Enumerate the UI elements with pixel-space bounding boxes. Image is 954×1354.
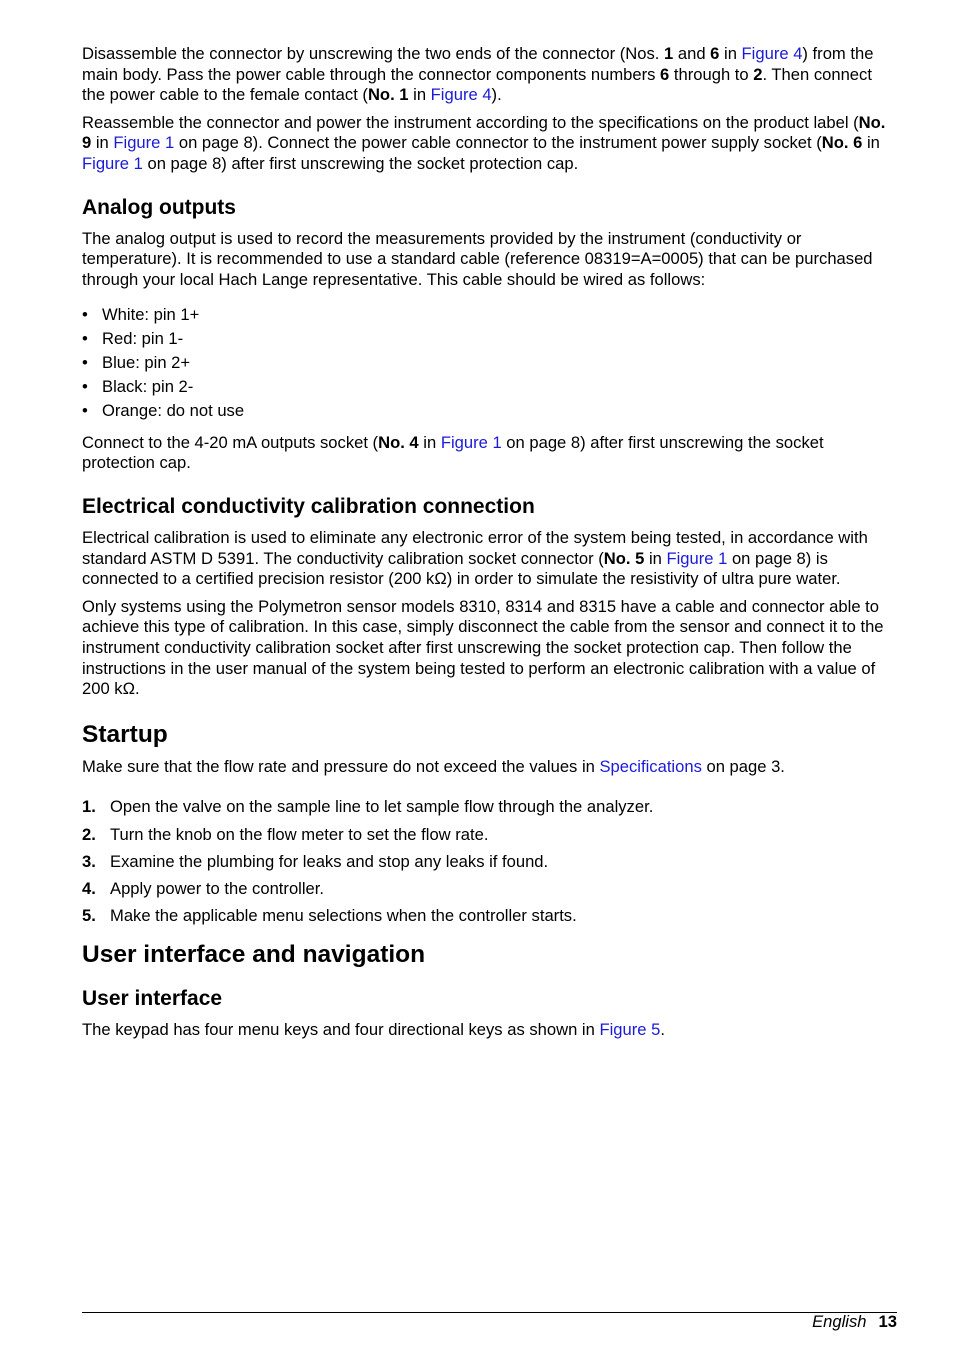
ecc-heading: Electrical conductivity calibration connection [82, 495, 535, 519]
bold-text: No. 1 [367, 85, 409, 105]
footer-rule [82, 1312, 897, 1313]
figure-5-link[interactable]: Figure 5 [599, 1020, 661, 1040]
startup-heading: Startup [82, 720, 168, 748]
wiring-list [82, 305, 897, 422]
step-item [82, 906, 897, 927]
keypad-paragraph [82, 1020, 897, 1041]
bold-text: No. 9 [82, 112, 886, 153]
list-item: • Red: pin 1- [82, 329, 897, 350]
ecc-paragraph-2: Only systems using the Polymetron sensor models 8310, 8314 and 8315 have a cable and connector able to achieve this type of calibration. In this case, simply disconnect the cable from the sensor and connect it to the instrument conductivity calibration socket after first unscrewing the socket protection cap. Then follow the instructions in the user manual of the system being tested to perform an electronic calibration with a value of 200 kΩ. [82, 596, 884, 699]
text: in [862, 133, 880, 153]
ui-navigation-heading: User interface and navigation [82, 941, 426, 969]
step-number: 1. [82, 797, 96, 817]
text: . [660, 1020, 665, 1040]
list-item: • Orange: do not use [82, 401, 897, 422]
paragraph-connector-disassembly [82, 44, 897, 106]
text: in [418, 432, 441, 452]
step-text: Make the applicable menu selections when the controller starts. [110, 905, 577, 925]
text: on page 8). Connect the power cable connector to the instrument power supply socket ( [174, 133, 822, 153]
step-text: Turn the knob on the flow meter to set the flow rate. [110, 824, 489, 844]
text: ). [491, 85, 502, 105]
analog-outputs-heading: Analog outputs [82, 195, 236, 219]
step-number: 3. [82, 851, 96, 871]
figure-1-link[interactable]: Figure 1 [440, 432, 502, 452]
step-item [82, 825, 897, 846]
page-content [82, 44, 897, 1041]
startup-steps [82, 797, 897, 926]
step-item [82, 797, 897, 818]
text: Electrical calibration is used to eliminate any electronic error of the system being tested, in accordance with standard ASTM D 5391. The conductivity calibration socket connector ( [82, 528, 868, 568]
figure-4-link[interactable]: Figure 4 [430, 85, 492, 105]
figure-1-link[interactable]: Figure 1 [82, 153, 143, 173]
analog-outputs-intro: The analog output is used to record the measurements provided by the instrument (conductivity or temperature). It is recommended to use a standard cable (reference 08319=A=0005) that can be purchased through your local Hach Lange representative. This cable should be wired as follows: [82, 228, 873, 289]
specifications-link[interactable]: Specifications [599, 756, 702, 776]
footer-language: English [812, 1312, 867, 1331]
text: . Then connect the power cable to the female contact ( [82, 64, 872, 105]
list-item: • Blue: pin 2+ [82, 353, 897, 374]
text: on page 8) is connected to a certified precision resistor (200 kΩ) in order to simulate the resistivity of ultra pure water. [82, 548, 841, 589]
figure-4-link[interactable]: Figure 4 [741, 44, 803, 63]
text: through to [669, 64, 754, 84]
bold-text: No. 5 [603, 548, 645, 568]
bold-text: 6 [710, 44, 720, 63]
page-number: 13 [878, 1312, 897, 1331]
analog-connect-paragraph [82, 433, 897, 474]
text: Make sure that the flow rate and pressure do not exceed the values in [82, 756, 600, 776]
step-text: Examine the plumbing for leaks and stop any leaks if found. [110, 851, 549, 871]
text: ) from the main body. Pass the power cable through the connector components numbers [82, 44, 874, 84]
step-number: 2. [82, 824, 96, 844]
step-number: 4. [82, 878, 96, 898]
user-interface-heading: User interface [82, 987, 223, 1011]
ecc-paragraph-1 [82, 528, 897, 590]
startup-intro [82, 757, 897, 778]
bold-text: 6 [660, 64, 670, 84]
text: and [673, 44, 711, 63]
text: on page 3. [701, 756, 785, 776]
paragraph-reassemble [82, 113, 897, 175]
figure-1-link[interactable]: Figure 1 [113, 133, 175, 153]
list-item: • Black: pin 2- [82, 377, 897, 398]
text: The keypad has four menu keys and four directional keys as shown in [82, 1020, 600, 1040]
text: in [644, 548, 667, 568]
step-text: Apply power to the controller. [110, 878, 324, 898]
step-item [82, 852, 897, 873]
figure-1-link[interactable]: Figure 1 [666, 548, 728, 568]
page-footer [812, 1312, 897, 1332]
text: on page 8) after first unscrewing the socket protection cap. [82, 432, 824, 473]
text: in [408, 85, 431, 105]
text: on page 8) after first unscrewing the socket protection cap. [142, 153, 579, 173]
text: Reassemble the connector and power the instrument according to the specifications on the product label ( [82, 112, 859, 132]
text: in [719, 44, 742, 63]
text: Connect to the 4-20 mA outputs socket ( [82, 432, 379, 452]
step-number: 5. [82, 905, 96, 925]
bold-text: No. 4 [378, 432, 419, 452]
text: in [91, 133, 114, 153]
step-item [82, 879, 897, 900]
bold-text: 1 [664, 44, 674, 63]
text: Disassemble the connector by unscrewing the two ends of the connector (Nos. [82, 44, 665, 63]
list-item: • White: pin 1+ [82, 305, 897, 326]
bold-text: 2 [753, 64, 763, 84]
bold-text: No. 6 [821, 133, 863, 153]
step-text: Open the valve on the sample line to let sample flow through the analyzer. [110, 797, 654, 817]
